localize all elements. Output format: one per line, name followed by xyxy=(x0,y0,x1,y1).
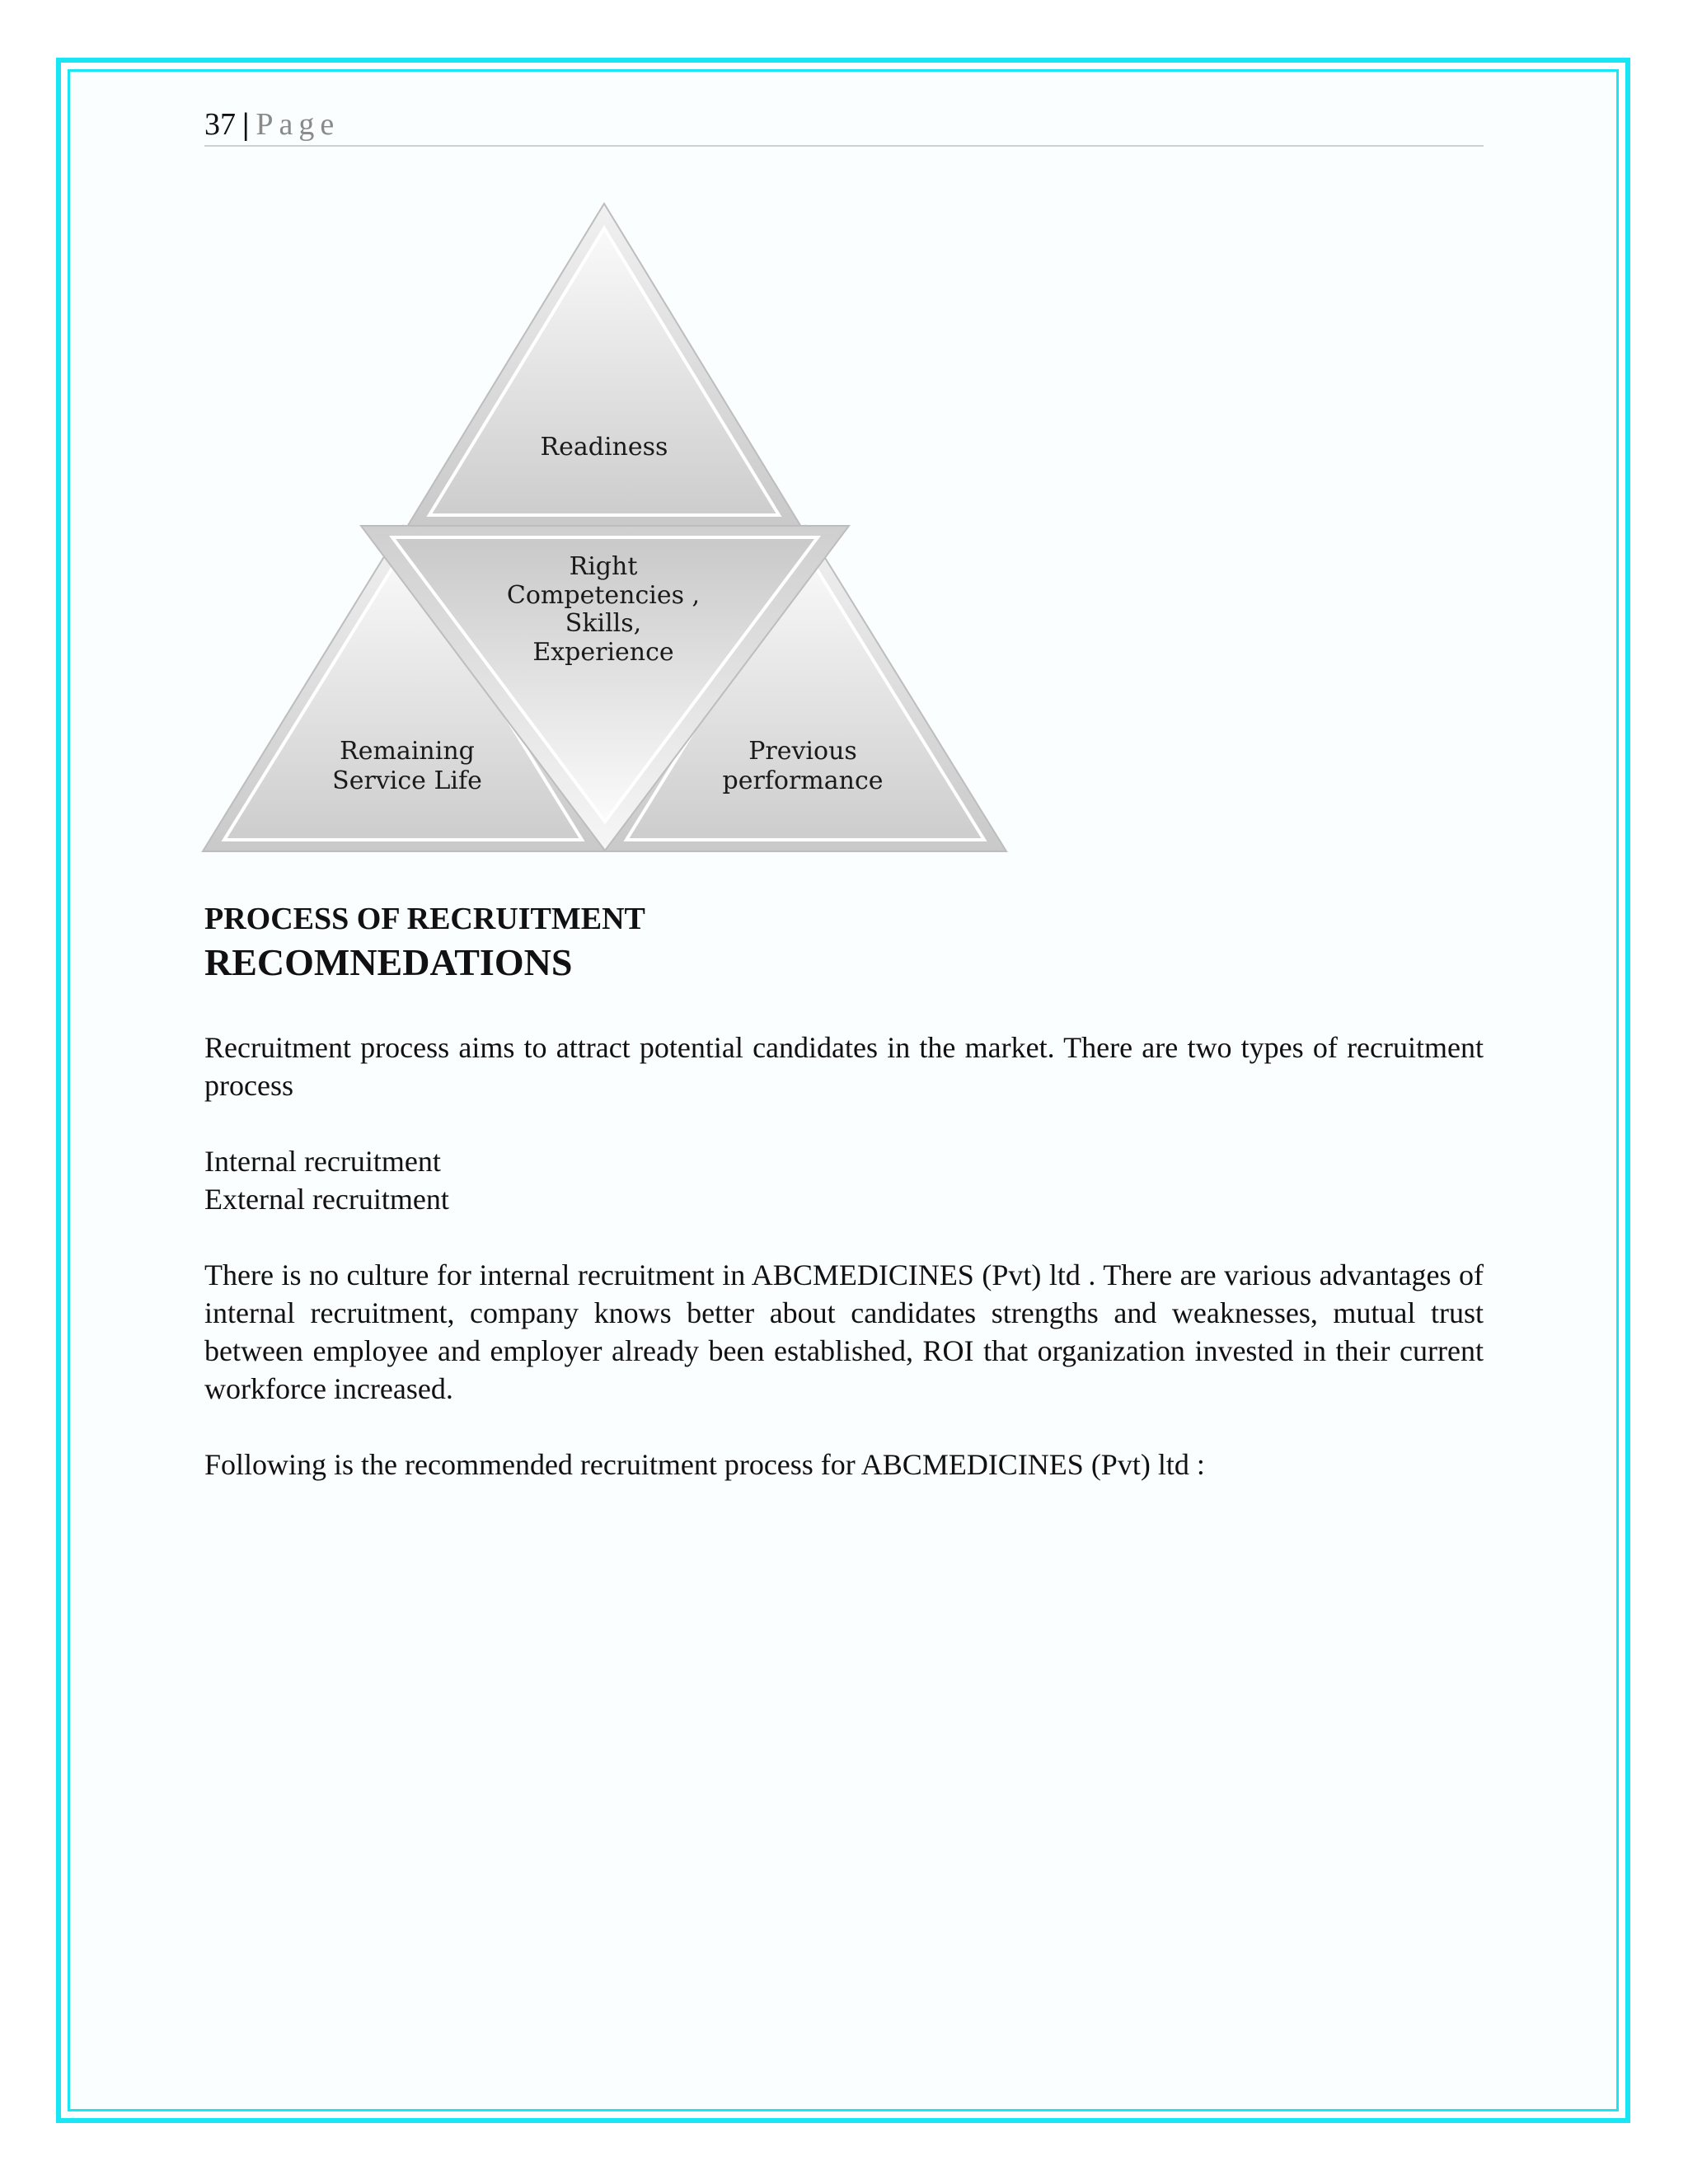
page-label: Page xyxy=(256,107,340,142)
header-separator: | xyxy=(242,107,250,142)
label-previous: Previous xyxy=(748,737,857,766)
label-competencies: Competencies , xyxy=(506,581,701,610)
triangle-top xyxy=(407,204,801,527)
list-item-internal: Internal recruitment xyxy=(204,1145,441,1178)
label-right: Right xyxy=(569,552,638,581)
triangle-diagram xyxy=(190,194,1030,878)
label-experience: Experience xyxy=(532,638,674,667)
label-remaining: Remaining xyxy=(340,737,475,766)
recruitment-types-list xyxy=(204,1142,449,1218)
paragraph-following: Following is the recommended recruitment process for ABCMEDICINES (Pvt) ltd : xyxy=(204,1448,1205,1481)
section-title: RECOMNEDATIONS xyxy=(204,941,573,983)
paragraph-intro: Recruitment process aims to attract potential candidates in the market. There are two types of recruitment process xyxy=(204,1031,1484,1102)
label-performance: performance xyxy=(722,766,884,795)
label-service-life: Service Life xyxy=(332,766,482,795)
section-subtitle: PROCESS OF RECRUITMENT xyxy=(204,902,645,936)
label-skills: Skills, xyxy=(565,609,642,638)
paragraph-advantages: There is no culture for internal recruitment in ABCMEDICINES (Pvt) ltd . There are various advantages of internal recruitment, company knows better about candidates strengths and weaknesses, mutual trust between employee and employer already been established, ROI that organization invested in their current workforce increased. xyxy=(204,1258,1484,1405)
list-item-external: External recruitment xyxy=(204,1183,449,1216)
page-header xyxy=(204,104,1484,147)
page-number: 37 xyxy=(204,107,236,142)
label-readiness: Readiness xyxy=(540,433,668,462)
